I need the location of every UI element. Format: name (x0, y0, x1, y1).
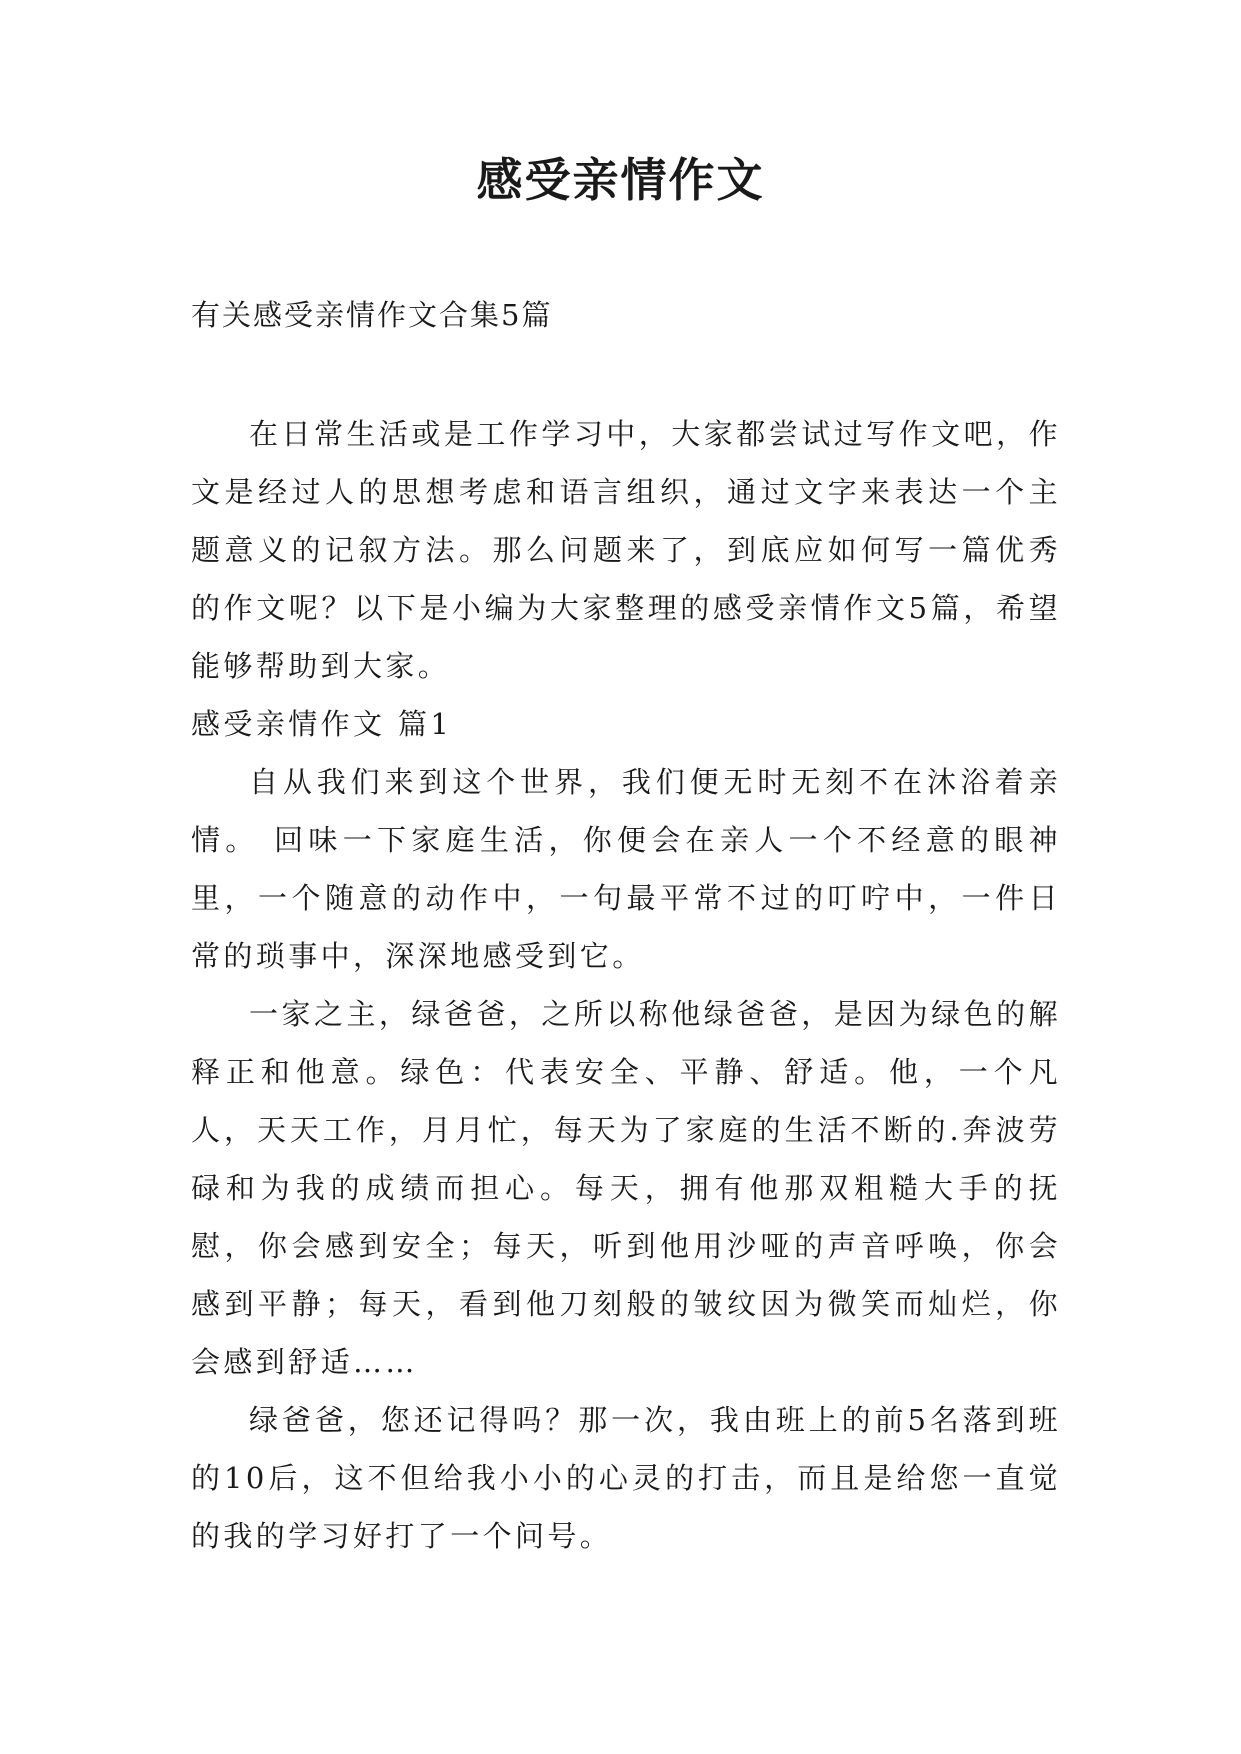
intro-paragraph: 在日常生活或是工作学习中，大家都尝试过写作文吧，作文是经过人的思想考虑和语言组织，通过文字来表达一个主题意义的记叙方法。那么问题来了，到底应如何写一篇优秀的作文呢？以下是小编为大家整理的感受亲情作文5篇，希望能够帮助到大家。 (191, 417, 1061, 683)
document-body (191, 405, 1061, 1565)
document-subtitle: 有关感受亲情作文合集5篇 (191, 298, 553, 332)
body-paragraph: 绿爸爸，您还记得吗？那一次，我由班上的前5名落到班的10后，这不但给我小小的心灵的打击，而且是给您一直觉的我的学习好打了一个问号。 (191, 1403, 1061, 1553)
section-heading: 感受亲情作文 篇1 (191, 707, 453, 741)
document-title: 感受亲情作文 (476, 153, 765, 207)
body-paragraph: 自从我们来到这个世界，我们便无时无刻不在沐浴着亲情。 回味一下家庭生活，你便会在亲人一个不经意的眼神里，一个随意的动作中，一句最平常不过的叮咛中，一件日常的琐事中，深深地感受到它。 (191, 765, 1061, 973)
body-paragraph: 一家之主，绿爸爸，之所以称他绿爸爸，是因为绿色的解释正和他意。绿色：代表安全、平静、舒适。他，一个凡人，天天工作，月月忙，每天为了家庭的生活不断的.奔波劳碌和为我的成绩而担心。每天，拥有他那双粗糙大手的抚慰，你会感到安全；每天，听到他用沙哑的声音呼唤，你会感到平静；每天，看到他刀刻般的皱纹因为微笑而灿烂，你会感到舒适…… (191, 997, 1061, 1379)
